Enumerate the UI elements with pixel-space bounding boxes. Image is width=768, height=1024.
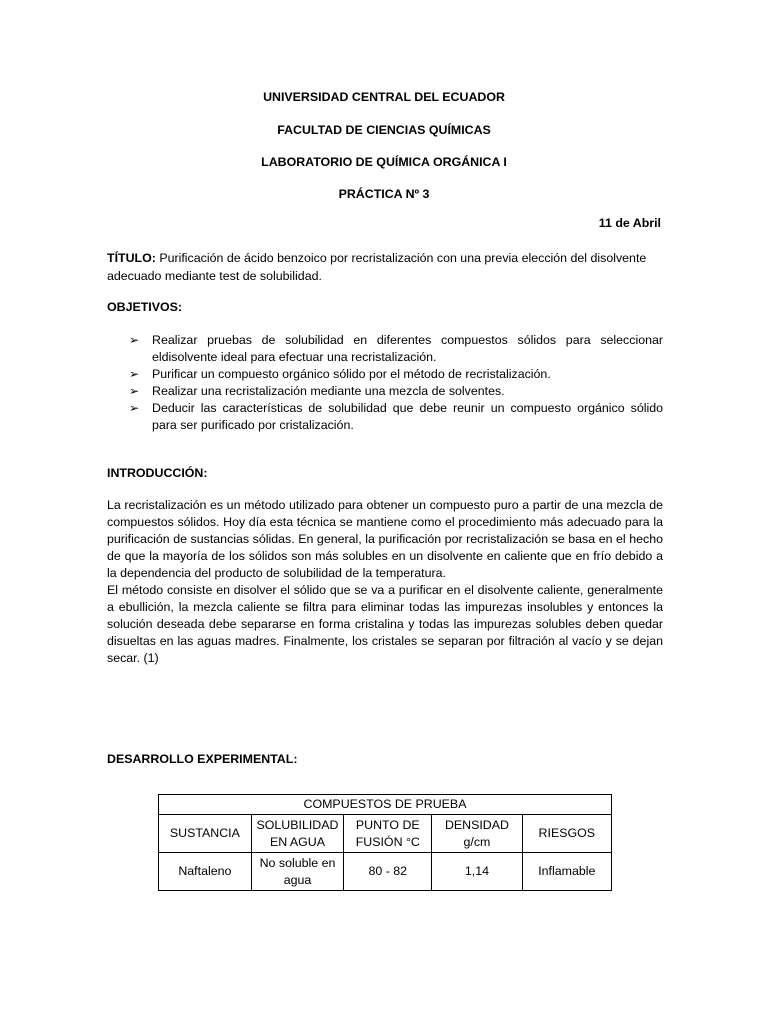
compounds-table xyxy=(158,794,612,891)
table-cell: Naftaleno xyxy=(159,853,252,891)
introduction-body xyxy=(107,497,663,667)
table-header-row xyxy=(159,815,612,853)
experimental-heading: DESARROLLO EXPERIMENTAL: xyxy=(107,752,298,766)
table-caption: COMPUESTOS DE PRUEBA xyxy=(159,795,612,815)
practice-number: PRÁCTICA Nº 3 xyxy=(338,187,430,201)
header-cell: SOLUBILIDAD EN AGUA xyxy=(251,815,343,853)
introduction-paragraph: La recristalización es un método utilizado para obtener un compuesto puro a partir de una mezcla de compuestos sólidos. Hoy día esta técnica se mantiene como el procedimiento más adecuado para la purificación de sustancias sólidas. En general, la purificación por recristalización se basa en el hecho de que la mayoría de los sólidos son más solubles en un disolvente en caliente que en frío debido a la dependencia del producto de solubilidad de la temperatura. xyxy=(107,498,663,580)
table-cell: 1,14 xyxy=(432,853,522,891)
laboratory-name: LABORATORIO DE QUÍMICA ORGÁNICA I xyxy=(261,155,507,169)
introduction-heading: INTRODUCCIÓN: xyxy=(107,466,208,480)
document-date: 11 de Abril xyxy=(598,216,661,230)
list-item: ➢ Realizar pruebas de solubilidad en diferentes compuestos sólidos para seleccionar eldisolvente ideal para efectuar una recristalización. xyxy=(129,333,663,364)
list-item: ➢ Purificar un compuesto orgánico sólido por el método de recristalización. xyxy=(129,367,551,381)
title-label: TÍTULO: xyxy=(107,251,156,265)
title-block xyxy=(107,249,663,285)
header-cell: RIESGOS xyxy=(522,815,611,853)
list-item: ➢ Realizar una recristalización mediante una mezcla de solventes. xyxy=(129,384,505,398)
objectives-list xyxy=(107,332,663,434)
table-cell: 80 - 82 xyxy=(344,853,432,891)
university-name: UNIVERSIDAD CENTRAL DEL ECUADOR xyxy=(263,90,505,104)
table-cell: Inflamable xyxy=(522,853,611,891)
arrow-bullet-icon: ➢ xyxy=(129,333,140,347)
faculty-name: FACULTAD DE CIENCIAS QUÍMICAS xyxy=(277,123,491,137)
arrow-bullet-icon: ➢ xyxy=(129,367,140,381)
title-text: Purificación de ácido benzoico por recristalización con una previa elección del disolvente adecuado mediante test de solubilidad. xyxy=(107,251,647,283)
table-row xyxy=(159,853,612,891)
objectives-heading: OBJETIVOS: xyxy=(107,300,183,314)
table-cell: No soluble en agua xyxy=(251,853,343,891)
arrow-bullet-icon: ➢ xyxy=(129,384,140,398)
introduction-paragraph: El método consiste en disolver el sólido que se va a purificar en el disolvente caliente, generalmente a ebullición, la mezcla caliente se filtra para eliminar todas las impurezas insolubles y entonces la solución deseada debe separarse en forma cristalina y todas las impurezas solubles deben quedar disueltas en las aguas madres. Finalmente, los cristales se separan por filtración al vacío y se dejan secar. (1) xyxy=(107,583,663,665)
header-cell: DENSIDAD g/cm xyxy=(432,815,522,853)
list-item: ➢ Deducir las características de solubilidad que debe reunir un compuesto orgánico sólido para ser purificado por cristalización. xyxy=(129,401,663,432)
header-cell: PUNTO DE FUSIÓN °C xyxy=(344,815,432,853)
header-cell: SUSTANCIA xyxy=(159,815,252,853)
arrow-bullet-icon: ➢ xyxy=(129,401,140,415)
